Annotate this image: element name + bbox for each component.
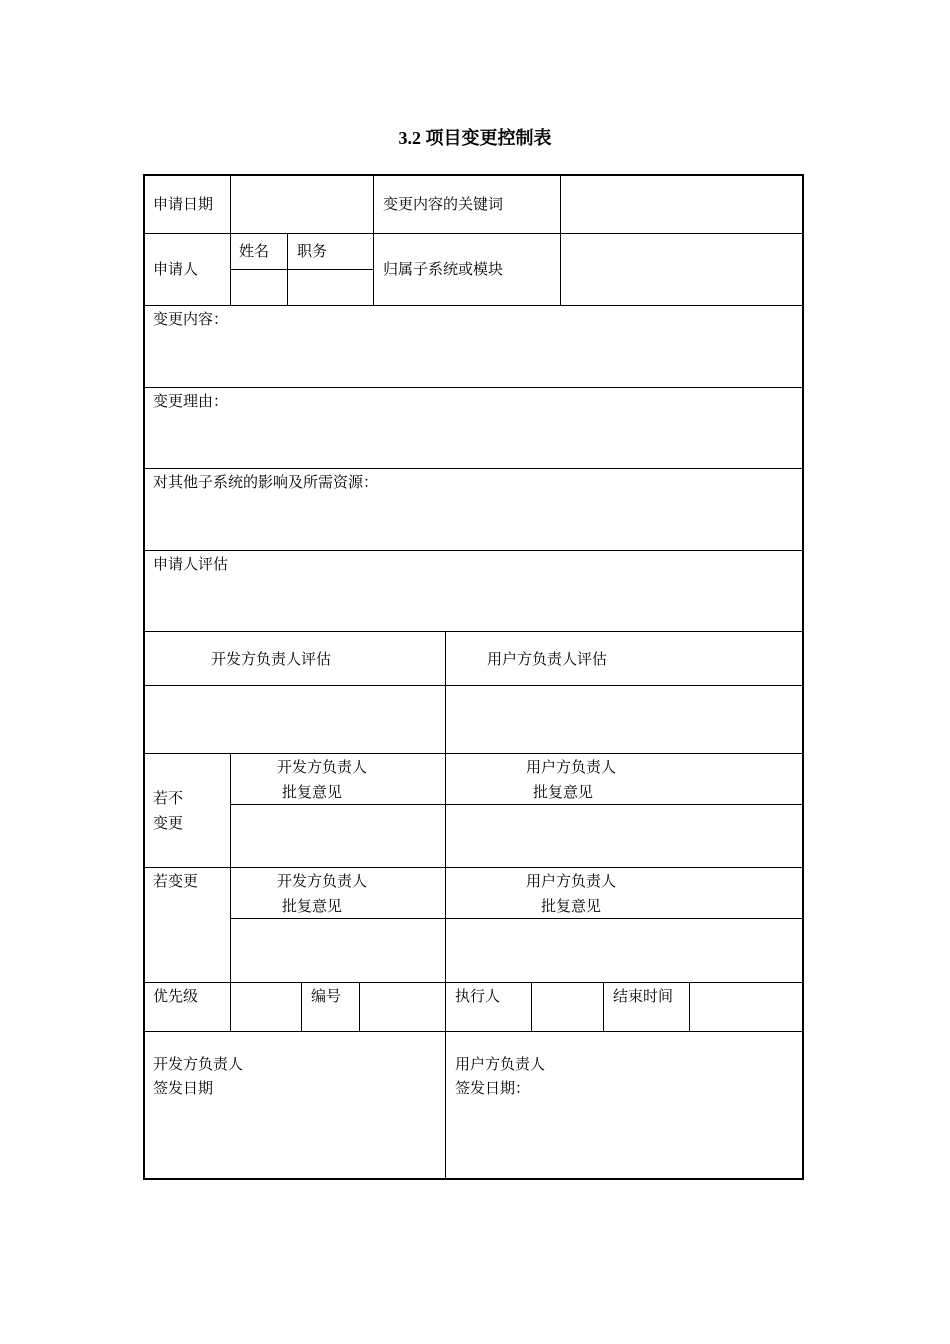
user-reply-label-line1: 用户方负责人: [525, 758, 616, 776]
row-divider: [144, 305, 804, 306]
col-divider: [359, 982, 360, 1031]
dev-sign-label-line2: 签发日期: [153, 1079, 214, 1097]
row-divider: [144, 550, 804, 551]
row-divider: [144, 685, 804, 686]
row-divider: [144, 631, 804, 632]
col-divider: [230, 175, 231, 305]
row-divider: [144, 387, 804, 388]
col-divider: [301, 982, 302, 1031]
dev-reply-label-line1: 开发方负责人: [276, 758, 367, 776]
dev-eval-label: 开发方负责人评估: [211, 650, 332, 668]
user-reply-label-line2: 批复意见: [532, 783, 593, 801]
user-reply-label-line1: 用户方负责人: [525, 872, 616, 890]
col-divider: [287, 233, 288, 305]
change-reason-label: 变更理由：: [153, 392, 229, 410]
priority-label: 优先级: [153, 987, 199, 1005]
col-divider: [603, 982, 604, 1031]
if-change-label: 若变更: [153, 872, 199, 890]
number-label: 编号: [311, 987, 342, 1005]
applicant-label: 申请人: [153, 260, 199, 278]
col-divider: [445, 631, 446, 1179]
apply-date-label: 申请日期: [153, 195, 214, 213]
user-reply-label-line2: 批复意见: [540, 897, 601, 915]
col-divider: [531, 982, 532, 1031]
page-title: 3.2 项目变更控制表: [398, 128, 552, 148]
col-divider: [689, 982, 690, 1031]
subsystem-label: 归属子系统或模块: [383, 260, 504, 278]
dev-reply-label-line2: 批复意见: [281, 897, 342, 915]
row-divider: [144, 468, 804, 469]
dev-sign-label-line1: 开发方负责人: [153, 1055, 244, 1073]
name-label: 姓名: [239, 242, 270, 260]
user-eval-label: 用户方负责人评估: [487, 650, 608, 668]
row-divider: [144, 867, 804, 868]
change-keyword-label: 变更内容的关键词: [383, 195, 504, 213]
position-label: 职务: [297, 242, 328, 260]
row-divider: [144, 982, 804, 983]
dev-reply-label-line1: 开发方负责人: [276, 872, 367, 890]
col-divider: [373, 175, 374, 305]
executor-label: 执行人: [455, 987, 501, 1005]
dev-reply-label-line2: 批复意见: [281, 783, 342, 801]
row-divider: [144, 1031, 804, 1032]
change-content-label: 变更内容：: [153, 310, 229, 328]
no-change-label-line2: 变更: [153, 814, 184, 832]
impact-label: 对其他子系统的影响及所需资源：: [153, 473, 379, 491]
row-divider: [144, 233, 804, 234]
end-time-label: 结束时间: [613, 987, 674, 1005]
no-change-label-line1: 若不: [153, 789, 184, 807]
user-sign-label-line1: 用户方负责人: [455, 1055, 546, 1073]
row-divider: [144, 753, 804, 754]
col-divider: [560, 175, 561, 305]
row-divider: [230, 269, 373, 270]
applicant-eval-label: 申请人评估: [153, 555, 229, 573]
user-sign-label-line2: 签发日期：: [455, 1079, 531, 1097]
change-control-form: [143, 174, 804, 1180]
